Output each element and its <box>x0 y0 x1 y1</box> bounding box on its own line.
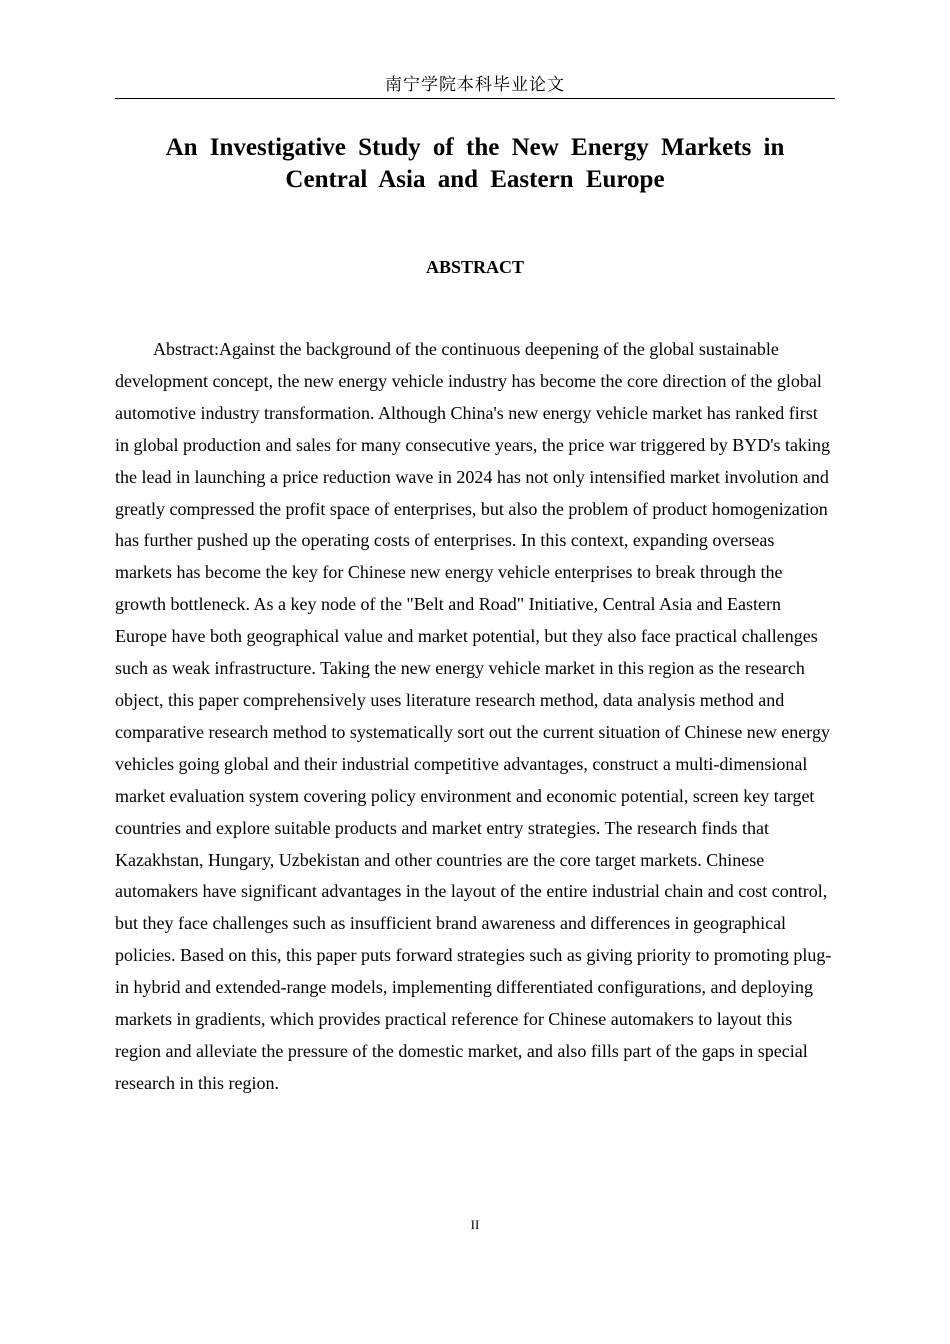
page-number: II <box>470 1217 480 1232</box>
running-header: 南宁学院本科毕业论文 <box>385 75 565 95</box>
header-rule <box>115 98 835 99</box>
paper-title: An Investigative Study of the New Energy Markets in Central Asia and Eastern Europe <box>165 134 785 193</box>
abstract-heading: ABSTRACT <box>425 257 525 277</box>
abstract-body: Abstract:Against the background of the continuous deepening of the global sustainable development concept, the new energy vehicle industry has become the core direction of the global automotive industry transformation. Although China's new energy vehicle market has ranked first in global production and sales for many consecutive years, the price war triggered by BYD's taking the lead in launching a price reduction wave in 2024 has not only intensified market involution and greatly compressed the profit space of enterprises, but also the problem of product homogenization has further pushed up the operating costs of enterprises. In this context, expanding overseas markets has become the key for Chinese new energy vehicle enterprises to break through the growth bottleneck. As a key node of the "Belt and Road" Initiative, Central Asia and Eastern Europe have both geographical value and market potential, but they also face practical challenges such as weak infrastructure. Taking the new energy vehicle market in this region as the research object, this paper comprehensively uses literature research method, data analysis method and comparative research method to systematically sort out the current situation of Chinese new energy vehicles going global and their industrial competitive advantages, construct a multi-dimensional market evaluation system covering policy environment and economic potential, screen key target countries and explore suitable products and market entry strategies. The research finds that Kazakhstan, Hungary, Uzbekistan and other countries are the core target markets. Chinese automakers have significant advantages in the layout of the entire industrial chain and cost control, but they face challenges such as insufficient brand awareness and differences in geographical policies. Based on this, this paper puts forward strategies such as giving priority to promoting plug-in hybrid and extended-range models, implementing differentiated configurations, and deploying markets in gradients, which provides practical reference for Chinese automakers to layout this region and alleviate the pressure of the domestic market, and also fills part of the gaps in special research in this region. <box>115 339 832 1093</box>
